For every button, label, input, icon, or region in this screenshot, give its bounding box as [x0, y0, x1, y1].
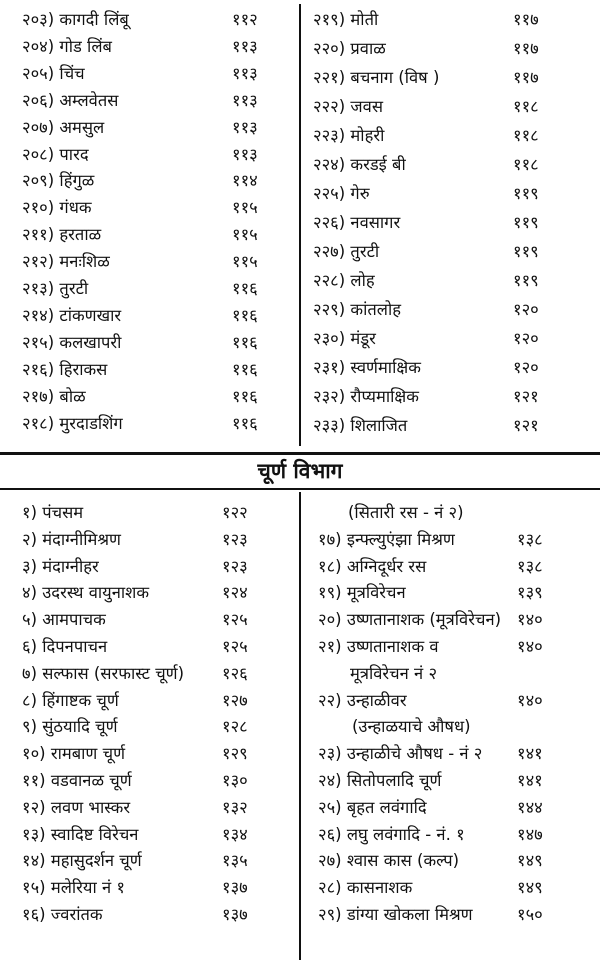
item-label: ११) वडवानळ चूर्ण	[22, 771, 132, 790]
list-item	[22, 585, 149, 602]
item-label: १९) मूत्रविरेचन	[318, 583, 406, 603]
list-item	[22, 332, 122, 352]
list-item	[22, 36, 112, 56]
item-label: २२२) जवस	[313, 97, 383, 116]
item-label: १६) ज्वरांतक	[22, 905, 103, 924]
list-item	[313, 244, 379, 261]
list-item	[313, 389, 419, 406]
item-label: २२७) तुरटी	[313, 242, 380, 261]
item-label: १०) रामबाण चूर्ण	[22, 744, 126, 764]
page-number: १५०	[517, 905, 543, 924]
page-number: १४०	[517, 690, 543, 710]
page-number: ११७	[513, 68, 539, 87]
list-item	[318, 585, 406, 602]
item-label: २०५) चिंच	[22, 63, 85, 83]
item-label: २) मंदाग्नीमिश्रण	[22, 529, 121, 549]
list-item	[313, 331, 376, 348]
page-number: ११५	[232, 198, 258, 218]
list-item	[318, 639, 439, 656]
list-item	[22, 719, 118, 736]
section-divider	[0, 452, 600, 455]
page-number: १४१	[517, 771, 543, 790]
page-number: १३७	[222, 905, 248, 924]
item-label: ३) मंदाग्नीहर	[22, 556, 99, 576]
list-item	[22, 880, 125, 897]
item-label: २३१) स्वर्णमाक्षिक	[313, 358, 421, 377]
item-label: २०३) कागदी लिंबू	[22, 10, 129, 29]
page-number: १४७	[517, 824, 543, 844]
page-number: ११९	[513, 242, 539, 261]
list-item	[313, 186, 370, 203]
page-number: ११७	[513, 39, 539, 58]
item-label: २१४) टांकणखार	[22, 305, 122, 325]
item-label: मूत्रविरेचन नं २	[350, 663, 438, 683]
item-label: २०८) पारद	[22, 144, 89, 164]
page-number: ११३	[232, 36, 258, 56]
page-number: ११३	[232, 117, 258, 137]
list-item	[313, 70, 439, 87]
page-number: १३७	[222, 878, 248, 898]
page-number: १३९	[517, 583, 543, 603]
list-item	[22, 529, 121, 549]
page-number: ११७	[513, 10, 539, 29]
page-number: १४९	[517, 851, 543, 871]
item-label: ६) दिपनपाचन	[22, 637, 108, 656]
item-label: २०७) अमसुल	[22, 117, 105, 137]
page-number: ११६	[232, 279, 258, 298]
list-item	[22, 386, 86, 406]
item-label: २१५) कलखापरी	[22, 332, 122, 352]
item-label: १८) अग्निदूर्धर रस	[318, 556, 427, 576]
list-item	[318, 746, 482, 763]
page-number: ११८	[513, 155, 539, 174]
item-label: २१८) मुरदाडशिंग	[22, 413, 123, 433]
list-item	[22, 117, 105, 137]
page-number: १४४	[517, 797, 543, 817]
item-label: २१३) तुरटी	[22, 279, 89, 298]
page-number: ११२	[232, 10, 258, 29]
list-item	[22, 663, 185, 683]
list-item	[318, 853, 459, 870]
page-number: १२०	[513, 358, 539, 377]
page-number: १२६	[222, 663, 248, 683]
item-label: २११) हरताळ	[22, 225, 102, 245]
item-label: २२०) प्रवाळ	[313, 39, 386, 58]
item-label: ८) हिंगाष्टक चूर्ण	[22, 690, 119, 710]
list-item	[318, 612, 501, 629]
item-label: २६) लघु लवंगादि - नं. १	[318, 824, 465, 844]
list-item	[318, 556, 427, 576]
item-label: २०६) अम्लवेतस	[22, 90, 119, 110]
item-label: ४) उदरस्थ वायुनाशक	[22, 583, 150, 603]
list-item	[318, 773, 441, 790]
list-item	[318, 824, 465, 844]
page-number: १२०	[513, 300, 539, 319]
item-label: २२१) बचनाग (विष )	[313, 68, 440, 87]
page-number: १४०	[517, 610, 543, 630]
list-item	[22, 773, 132, 790]
list-item	[313, 273, 375, 290]
item-label: २१६) हिराकस	[22, 359, 108, 379]
page-number: १२८	[222, 717, 248, 737]
section-title: चूर्ण विभाग	[257, 459, 343, 483]
item-label: २०९) हिंगुळ	[22, 171, 95, 191]
page-number: ११५	[232, 252, 258, 272]
page-number: ११९	[513, 271, 539, 290]
page-number: १२४	[222, 583, 248, 603]
item-label: १) पंचसम	[22, 503, 84, 522]
list-item	[22, 200, 92, 217]
item-label: १२) लवण भास्कर	[22, 797, 131, 817]
list-item	[348, 505, 464, 522]
page-number: ११९	[513, 213, 539, 232]
page-number: १४९	[517, 878, 543, 898]
item-label: २२८) लोह	[313, 271, 375, 290]
page-number: १२३	[222, 529, 248, 549]
list-item	[22, 907, 103, 924]
page-number: १२१	[513, 387, 539, 406]
page-number: ११३	[232, 144, 258, 164]
item-label: २०४) गोड लिंब	[22, 36, 112, 56]
list-item	[22, 359, 108, 379]
page-number: ११६	[232, 359, 258, 379]
page-number: ११५	[232, 225, 258, 245]
page-number: १४१	[517, 744, 543, 764]
item-label: (सितारी रस - नं २)	[348, 503, 464, 522]
item-label: २२५) गेरु	[313, 184, 370, 203]
list-item	[313, 157, 406, 174]
list-item	[318, 690, 407, 710]
list-item	[313, 418, 407, 435]
bottom-column-divider	[299, 492, 301, 960]
list-item	[313, 360, 421, 377]
item-label: २४) सितोपलादि चूर्ण	[318, 771, 442, 790]
page-number: १२३	[222, 556, 248, 576]
list-item	[22, 824, 139, 844]
list-item	[22, 639, 107, 656]
list-item	[318, 907, 473, 924]
list-item	[313, 128, 384, 145]
page-number: १३५	[222, 851, 248, 871]
page-number: १३८	[517, 556, 543, 576]
list-item	[22, 254, 110, 271]
item-label: १७) इन्फ्ल्युएंझा मिश्रण	[318, 529, 455, 549]
list-item	[22, 281, 88, 298]
list-item	[318, 529, 455, 549]
page-number: ११४	[232, 171, 258, 191]
item-label: २३३) शिलाजित	[313, 416, 408, 435]
item-label: २१०) गंधक	[22, 198, 92, 218]
item-label: ५) आमपाचक	[22, 610, 106, 630]
page-number: १२७	[222, 690, 248, 710]
page-number: १२५	[222, 637, 248, 656]
list-item	[22, 797, 131, 817]
item-label: ९) सुंठयादि चूर्ण	[22, 717, 118, 737]
item-label: २२४) करडई बी	[313, 155, 406, 174]
page-number: १२५	[222, 610, 248, 630]
list-item	[350, 663, 438, 683]
section-title-rule	[0, 488, 600, 490]
item-label: २७) श्वास कास (कल्प)	[318, 851, 460, 871]
item-label: २२३) मोहरी	[313, 126, 385, 145]
item-label: १५) मलेरिया नं १	[22, 878, 125, 898]
item-label: २३०) मंडूर	[313, 329, 376, 348]
page-number: ११६	[232, 386, 258, 406]
list-item	[22, 144, 89, 164]
list-item	[313, 215, 400, 232]
item-label: १४) महासुदर्शन चूर्ण	[22, 851, 142, 871]
list-item	[22, 746, 125, 763]
list-item	[313, 99, 383, 116]
list-item	[313, 302, 401, 319]
page-number: १३२	[222, 797, 248, 817]
list-item	[313, 12, 378, 29]
page-number: १३८	[517, 529, 543, 549]
item-label: २१२) मनःशिळ	[22, 252, 110, 272]
list-item	[22, 690, 119, 710]
page-number: ११९	[513, 184, 539, 203]
page-number: ११८	[513, 97, 539, 116]
page-number: ११६	[232, 332, 258, 352]
list-item	[22, 505, 83, 522]
item-label: २८) कासनाशक	[318, 878, 413, 898]
list-item	[22, 173, 94, 190]
item-label: २३२) रौप्यमाक्षिक	[313, 387, 419, 406]
page-number: ११८	[513, 126, 539, 145]
top-column-divider	[299, 4, 301, 446]
page-number: १३०	[222, 771, 248, 790]
item-label: २२६) नवसागर	[313, 213, 401, 232]
list-item	[22, 227, 101, 244]
page-number: १२०	[513, 329, 539, 348]
list-item	[22, 413, 123, 433]
list-item	[22, 853, 142, 870]
item-label: (उन्हाळयाचे औषध)	[352, 717, 471, 737]
list-item	[318, 880, 412, 897]
list-item	[22, 556, 99, 576]
page-number: १२१	[513, 416, 539, 435]
item-label: २२९) कांतलोह	[313, 300, 401, 319]
item-label: १३) स्वादिष्ट विरेचन	[22, 824, 139, 844]
list-item	[22, 12, 129, 29]
page-number: ११३	[232, 63, 258, 83]
list-item	[318, 797, 427, 817]
page-number: १४०	[517, 637, 543, 656]
item-label: २१७) बोळ	[22, 386, 86, 406]
item-label: २१९) मोती	[313, 10, 379, 29]
item-label: ७) सल्फास (सरफास्ट चूर्ण)	[22, 663, 185, 683]
page-number: १२२	[222, 503, 248, 522]
list-item	[22, 612, 106, 629]
item-label: २५) बृहत लवंगादि	[318, 797, 427, 817]
list-item	[22, 305, 122, 325]
list-item	[22, 90, 119, 110]
item-label: २१) उष्णतानाशक व	[318, 637, 439, 656]
list-item	[352, 719, 471, 736]
page-number: ११६	[232, 305, 258, 325]
page-number: १२९	[222, 744, 248, 764]
list-item	[22, 63, 85, 83]
page-number: ११३	[232, 90, 258, 110]
item-label: २२) उन्हाळीवर	[318, 690, 407, 710]
list-item	[313, 41, 386, 58]
page-number: १३४	[222, 824, 248, 844]
item-label: २०) उष्णतानाशक (मूत्रविरेचन)	[318, 610, 502, 630]
page-number: ११६	[232, 413, 258, 433]
item-label: २३) उन्हाळीचे औषध - नं २	[318, 744, 483, 764]
item-label: २९) डांग्या खोकला मिश्रण	[318, 905, 473, 924]
